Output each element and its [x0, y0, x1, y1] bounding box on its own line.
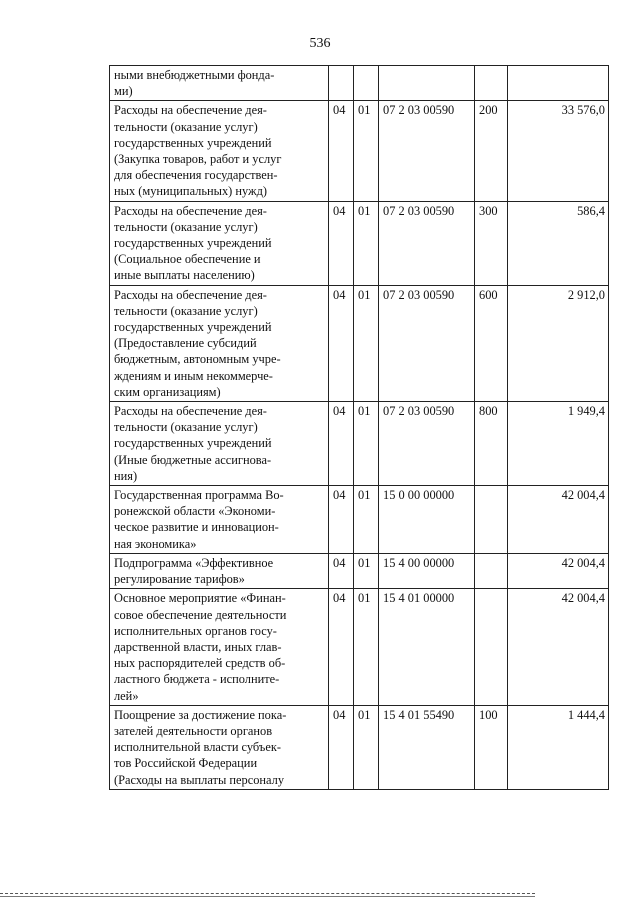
row-name-cell: [110, 553, 329, 588]
section-code: 04: [329, 486, 354, 554]
expense-type-code: 800: [475, 402, 508, 486]
row-name-cell: [110, 589, 329, 705]
subsection-code: 01: [354, 553, 379, 588]
amount: 42 004,4: [508, 589, 609, 705]
table-row: [110, 705, 609, 789]
expense-type-code: [475, 66, 508, 101]
table-row: [110, 486, 609, 554]
page-number: 536: [309, 36, 331, 51]
subsection-code: [354, 66, 379, 101]
row-name-cell: [110, 201, 329, 285]
amount: 1 949,4: [508, 402, 609, 486]
row-name: Основное мероприятие «Финан- совое обеспечение деятельности исполнительных органов госу- дарственной власти, иных глав- ных распорядителей средств об- ластного бюджета - исполните- лей»: [114, 591, 287, 703]
target-code: [379, 66, 475, 101]
row-name: Расходы на обеспечение дея- тельности (оказание услуг) государственных учреждений (Предоставление субсидий бюджетным, автономным учре- ждениям и иным некоммерче- ским организациям): [114, 287, 281, 399]
subsection-code: 01: [354, 201, 379, 285]
row-name-cell: [110, 66, 329, 101]
amount: 42 004,4: [508, 553, 609, 588]
section-code: [329, 66, 354, 101]
target-code: 15 4 00 00000: [379, 553, 475, 588]
target-code: 15 0 00 00000: [379, 486, 475, 554]
footer-divider: [0, 893, 535, 894]
budget-table: [109, 65, 609, 790]
expense-type-code: [475, 486, 508, 554]
row-name: Расходы на обеспечение дея- тельности (оказание услуг) государственных учреждений (Социальное обеспечение и иные выплаты населению): [114, 203, 272, 283]
target-code: 15 4 01 55490: [379, 705, 475, 789]
row-name-cell: [110, 486, 329, 554]
amount: 42 004,4: [508, 486, 609, 554]
expense-type-code: [475, 553, 508, 588]
expense-type-code: 100: [475, 705, 508, 789]
table-row: [110, 589, 609, 705]
subsection-code: 01: [354, 486, 379, 554]
row-name: Поощрение за достижение пока- зателей деятельности органов исполнительной власти субъек- тов Российской Федерации (Расходы на выплаты персоналу: [114, 707, 287, 787]
row-name: Расходы на обеспечение дея- тельности (оказание услуг) государственных учреждений (Закупка товаров, работ и услуг для обеспечения государствен- ных (муниципальных) нужд): [114, 103, 282, 199]
footer-divider: [0, 896, 535, 897]
expense-type-code: 200: [475, 101, 508, 201]
amount: 1 444,4: [508, 705, 609, 789]
section-code: 04: [329, 201, 354, 285]
row-name-cell: [110, 705, 329, 789]
expense-type-code: 300: [475, 201, 508, 285]
amount: 2 912,0: [508, 285, 609, 401]
subsection-code: 01: [354, 705, 379, 789]
row-name: ными внебюджетными фонда- ми): [114, 68, 275, 99]
row-name: Государственная программа Во- ронежской области «Экономи- ческое развитие и инновацион- ная экономика»: [114, 488, 284, 551]
target-code: 07 2 03 00590: [379, 402, 475, 486]
subsection-code: 01: [354, 285, 379, 401]
target-code: 07 2 03 00590: [379, 101, 475, 201]
target-code: 15 4 01 00000: [379, 589, 475, 705]
table-row: [110, 66, 609, 101]
amount: 586,4: [508, 201, 609, 285]
table-row: [110, 402, 609, 486]
section-code: 04: [329, 553, 354, 588]
table-row: [110, 201, 609, 285]
section-code: 04: [329, 589, 354, 705]
row-name-cell: [110, 402, 329, 486]
table-row: [110, 553, 609, 588]
row-name-cell: [110, 101, 329, 201]
target-code: 07 2 03 00590: [379, 201, 475, 285]
section-code: 04: [329, 705, 354, 789]
amount: 33 576,0: [508, 101, 609, 201]
expense-type-code: 600: [475, 285, 508, 401]
row-name-cell: [110, 285, 329, 401]
row-name: Расходы на обеспечение дея- тельности (оказание услуг) государственных учреждений (Иные бюджетные ассигнова- ния): [114, 404, 272, 483]
expense-type-code: [475, 589, 508, 705]
target-code: 07 2 03 00590: [379, 285, 475, 401]
table-row: [110, 285, 609, 401]
subsection-code: 01: [354, 589, 379, 705]
subsection-code: 01: [354, 101, 379, 201]
section-code: 04: [329, 402, 354, 486]
section-code: 04: [329, 285, 354, 401]
subsection-code: 01: [354, 402, 379, 486]
amount: [508, 66, 609, 101]
row-name: Подпрограмма «Эффективное регулирование тарифов»: [114, 555, 274, 587]
table-row: [110, 101, 609, 201]
section-code: 04: [329, 101, 354, 201]
